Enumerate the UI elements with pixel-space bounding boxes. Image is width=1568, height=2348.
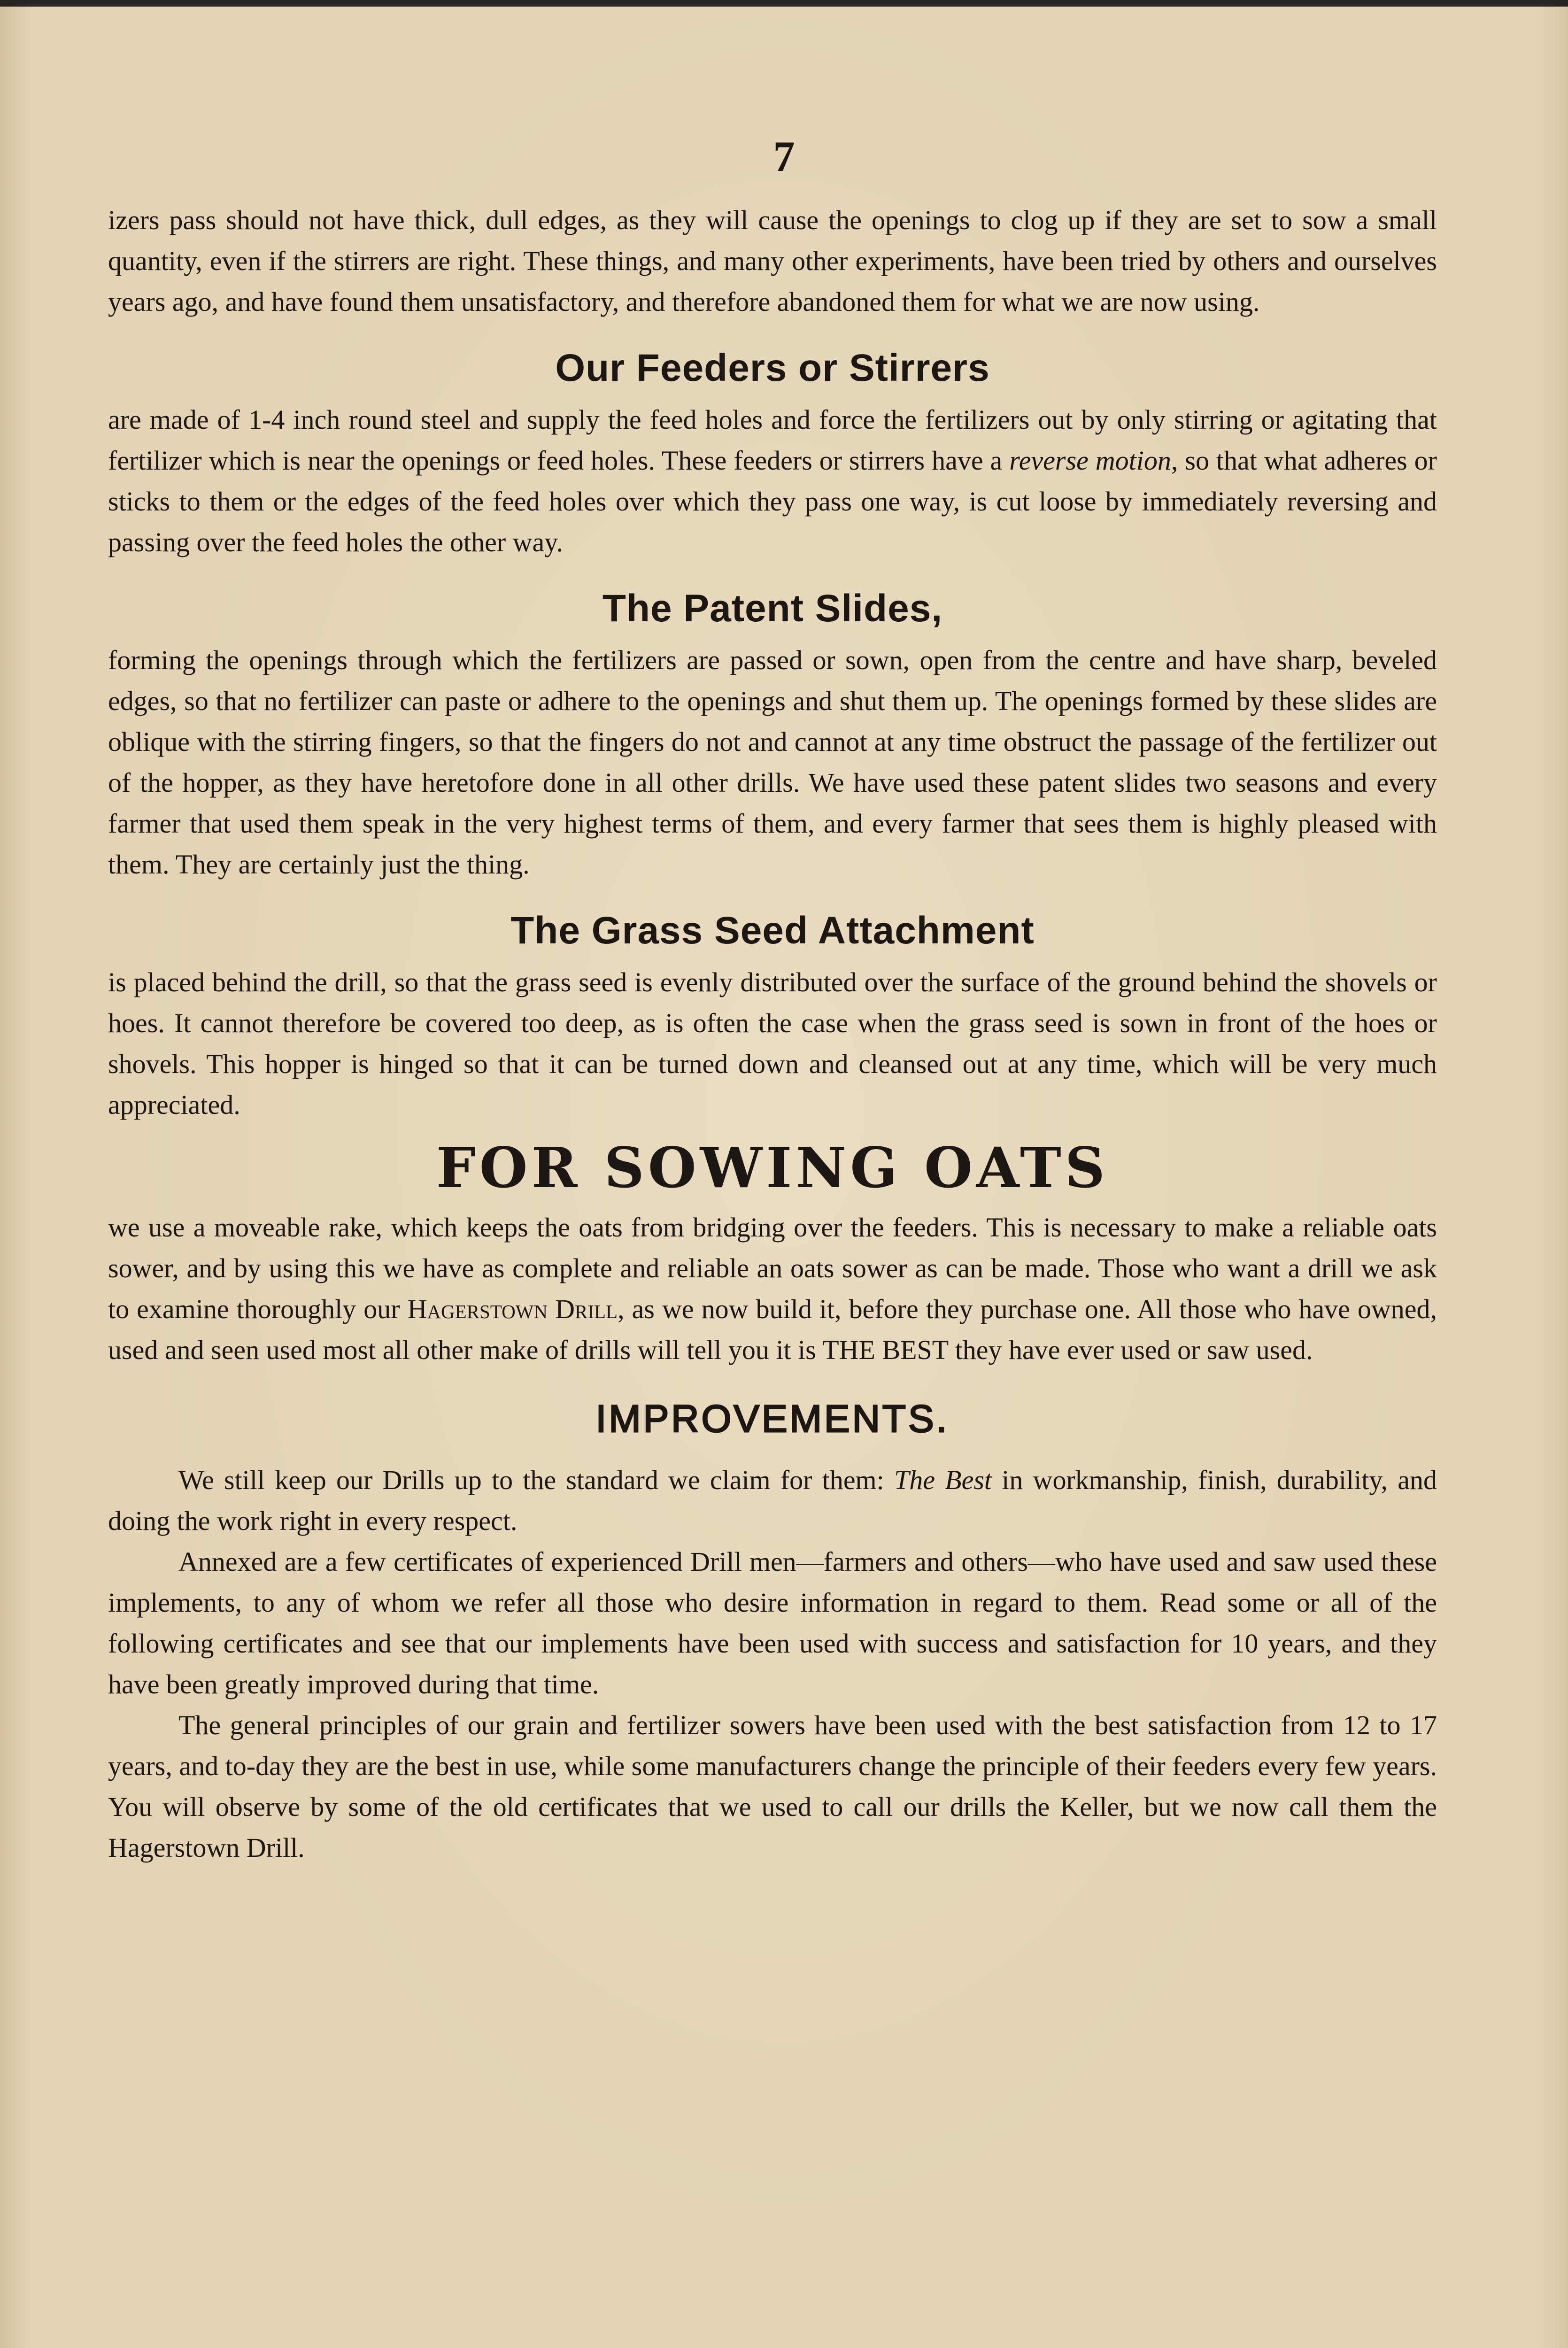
sowing-oats-heading: FOR SOWING OATS (436, 1135, 1109, 1200)
improvements-p1-text-a: We still keep our Drills up to the standard we claim for them: (178, 1465, 894, 1495)
hagerstown-drill-name: Hagerstown Drill (407, 1294, 618, 1324)
grass-seed-heading: The Grass Seed Attachment (510, 909, 1035, 952)
oats-text-b: , as we now build it, before they purchase one. All those who have owned, used and seen used most all other make of drills will tell you it is THE BEST they have ever used or saw used. (108, 1294, 1437, 1365)
slides-heading: The Patent Slides, (602, 587, 943, 630)
oats-text-a: we use a moveable rake, which keeps the oats from bridging over the feeders. This is necessary to make a reliable oats sower, and by using this we have as complete and reliable an oats sower as can be made. Those who want a drill we ask to examine thoroughly our (108, 1212, 1437, 1324)
improvements-p1-text-b: in workmanship, finish, durability, and doing the work right in every respect. (108, 1465, 1437, 1536)
improvements-heading: IMPROVEMENTS. (595, 1398, 950, 1440)
grass-seed-paragraph: is placed behind the drill, so that the grass seed is evenly distributed over the surface of the ground behind the shovels or hoes. It cannot therefore be covered too deep, as is often the case when the grass seed is sown in front of the hoes or shovels. This hopper is hinged so that it can be turned down and cleansed out at any time, which will be very much appreciated. (108, 967, 1437, 1120)
feeders-paragraph (108, 399, 1437, 563)
sowing-oats-paragraph (108, 1207, 1437, 1370)
feeders-text-a: are made of 1-4 inch round steel and supply the feed holes and force the fertilizers out by only stirring or agitating that fertilizer which is near the openings or feed holes. These feeders or stirrers have a (108, 404, 1437, 476)
improvements-paragraph-3: The general principles of our grain and fertilizer sowers have been used with the best satisfaction from 12 to 17 years, and to-day they are the best in use, while some manufacturers change the principle of their feeders every few years. You will observe by some of the old certificates that we used to call our drills the Keller, but we now call them the Hagerstown Drill. (108, 1710, 1437, 1863)
feeders-heading: Our Feeders or Stirrers (555, 347, 990, 389)
improvements-paragraph-1 (108, 1460, 1437, 1541)
page-number: 7 (773, 132, 795, 180)
top-border (0, 0, 1568, 7)
slides-paragraph: forming the openings through which the fertilizers are passed or sown, open from the centre and have sharp, beveled edges, so that no fertilizer can paste or adhere to the openings and shut them up. The openings formed by these slides are oblique with the stirring fingers, so that the fingers do not and cannot at any time obstruct the passage of the fertilizer out of the hopper, as they have heretofore done in all other drills. We have used these patent slides two seasons and every farmer that used them speak in the very highest terms of them, and every farmer that sees them is highly pleased with them. They are certainly just the thing. (108, 645, 1437, 880)
reverse-motion-emphasis: reverse motion (1009, 445, 1171, 476)
the-best-emphasis: The Best (894, 1465, 992, 1495)
intro-paragraph: izers pass should not have thick, dull edges, as they will cause the openings to clog up if they are set to sow a small quantity, even if the stirrers are right. These things, and many other experiments, have been tried by others and ourselves years ago, and have found them unsatisfactory, and therefore abandoned them for what we are now using. (108, 205, 1437, 317)
feeders-text-b: , so that what adheres or sticks to them or the edges of the feed holes over which they pass one way, is cut loose by immediately reversing and passing over the feed holes the other way. (108, 445, 1437, 557)
page-body (108, 200, 1437, 1868)
improvements-paragraph-2: Annexed are a few certificates of experienced Drill men—farmers and others—who have used and saw used these implements, to any of whom we refer all those who desire information in regard to them. Read some or all of the following certificates and see that our implements have been used with success and satisfaction for 10 years, and they have been greatly improved during that time. (108, 1546, 1437, 1699)
